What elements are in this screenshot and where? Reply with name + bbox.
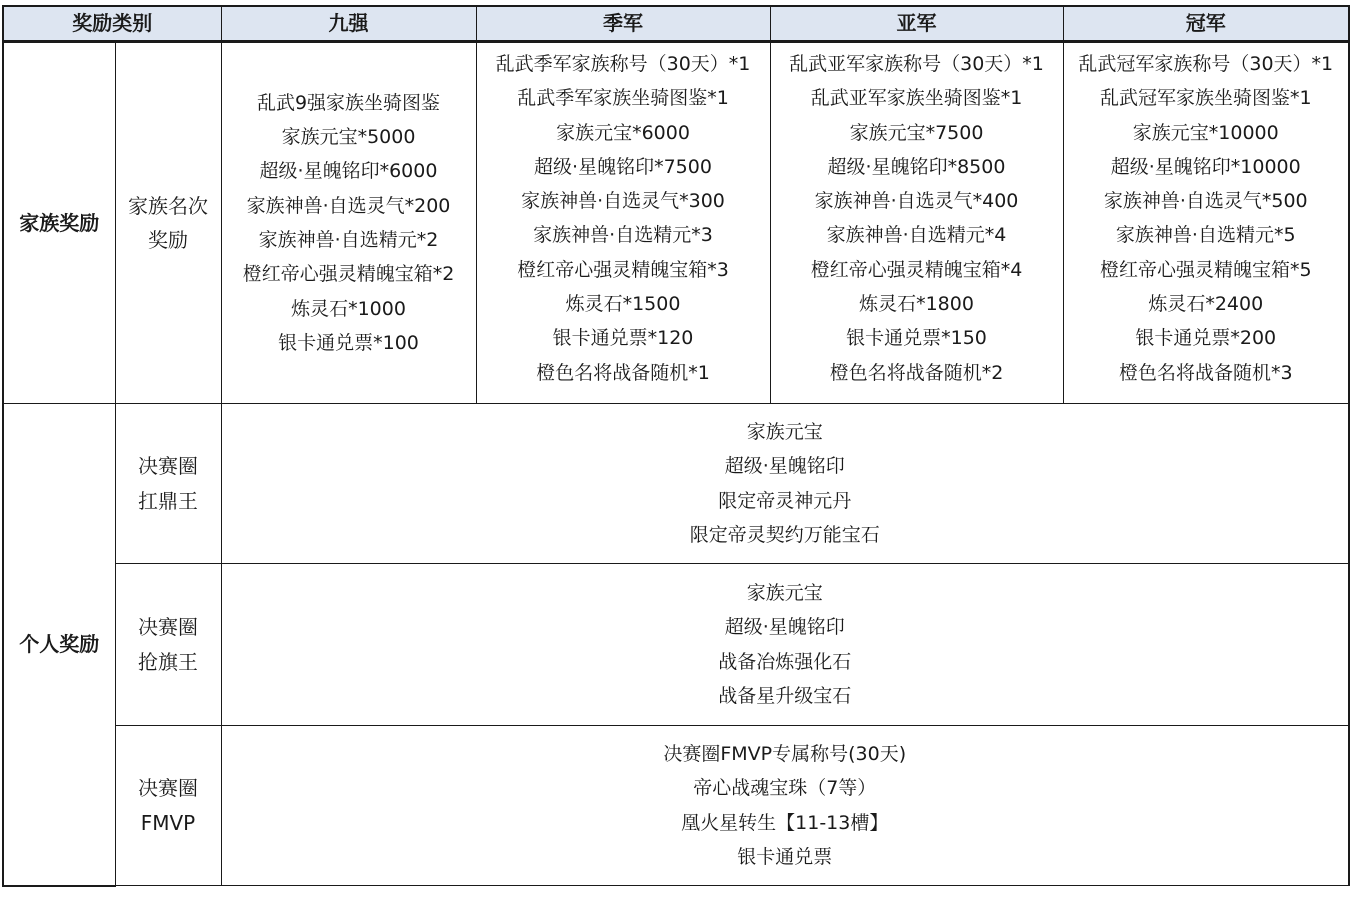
reward-item: 超级·星魄铭印*10000 — [1110, 155, 1301, 178]
reward-item: 银卡通兑票*100 — [278, 331, 419, 354]
reward-item: 银卡通兑票*200 — [1135, 327, 1277, 350]
reward-item: 战备冶炼强化石 — [718, 650, 852, 673]
personal-sub-line2: FMVP — [140, 810, 196, 835]
third-rewards-cell — [476, 42, 770, 404]
personal-sub-line1: 决赛圈 — [138, 454, 198, 479]
reward-item: 炼灵石*1000 — [291, 297, 406, 320]
reward-item: 家族元宝 — [746, 581, 823, 604]
personal-reward-row-2 — [3, 564, 1349, 726]
personal-subcategory-cell — [115, 404, 221, 564]
reward-item: 家族元宝 — [746, 420, 823, 443]
reward-item: 帝心战魂宝珠（7等） — [693, 777, 877, 800]
reward-item: 超级·星魄铭印*7500 — [534, 155, 712, 178]
family-subcategory-cell — [115, 42, 221, 404]
reward-item: 家族神兽·自选精元*2 — [258, 229, 439, 251]
personal-rewards-cell — [221, 404, 1349, 564]
reward-item: 银卡通兑票 — [737, 845, 833, 868]
reward-item: 战备星升级宝石 — [718, 684, 852, 707]
reward-item: 家族神兽·自选精元*3 — [533, 224, 713, 247]
reward-item: 银卡通兑票*120 — [552, 327, 694, 350]
rewards-table — [2, 5, 1350, 887]
header-top9: 九强 — [221, 6, 476, 42]
header-category: 奖励类别 — [3, 6, 221, 42]
reward-item: 家族神兽·自选灵气*300 — [521, 190, 725, 213]
personal-subcategory-cell — [115, 726, 221, 886]
header-row — [3, 6, 1349, 42]
reward-item: 橙色名将战备随机*1 — [536, 361, 710, 384]
personal-category-cell: 个人奖励 — [3, 404, 115, 886]
reward-item: 凰火星转生【11-13槽】 — [681, 811, 889, 834]
top9-rewards-cell — [221, 42, 476, 404]
family-reward-row — [3, 42, 1349, 404]
reward-item: 超级·星魄铭印*8500 — [827, 155, 1006, 178]
reward-item: 决赛圈FMVP专属称号(30天) — [663, 742, 907, 765]
family-category-cell: 家族奖励 — [3, 42, 115, 404]
reward-item: 橙色名将战备随机*3 — [1118, 361, 1293, 384]
reward-item: 家族神兽·自选灵气*200 — [246, 194, 451, 217]
reward-item: 乱武季军家族坐骑图鉴*1 — [517, 87, 729, 110]
reward-item: 乱武亚军家族称号（30天）*1 — [789, 53, 1044, 75]
personal-reward-row-1 — [3, 404, 1349, 564]
personal-sub-line2: 扛鼎王 — [138, 488, 198, 513]
personal-rewards-cell — [221, 726, 1349, 886]
reward-item: 家族元宝*10000 — [1132, 121, 1279, 144]
reward-item: 乱武冠军家族称号（30天）*1 — [1078, 53, 1334, 75]
family-sub-line2: 奖励 — [148, 228, 188, 252]
personal-rewards-cell — [221, 564, 1349, 726]
personal-reward-row-3 — [3, 726, 1349, 886]
reward-item: 家族元宝*6000 — [556, 121, 690, 144]
header-champion: 冠军 — [1063, 6, 1349, 42]
personal-subcategory-cell — [115, 564, 221, 726]
reward-item: 家族神兽·自选灵气*500 — [1103, 190, 1308, 213]
reward-item: 乱武冠军家族坐骑图鉴*1 — [1099, 87, 1312, 110]
champion-rewards-cell — [1063, 42, 1349, 404]
reward-item: 超级·星魄铭印 — [724, 616, 845, 639]
reward-item: 炼灵石*1500 — [565, 293, 681, 316]
personal-sub-line2: 抢旗王 — [138, 649, 198, 674]
reward-item: 橙红帝心强灵精魄宝箱*3 — [517, 258, 729, 281]
personal-sub-line1: 决赛圈 — [138, 776, 198, 801]
reward-item: 炼灵石*2400 — [1148, 293, 1264, 316]
reward-item: 限定帝灵神元丹 — [718, 489, 852, 512]
reward-item: 橙红帝心强灵精魄宝箱*2 — [242, 263, 455, 286]
reward-item: 家族神兽·自选精元*5 — [1115, 224, 1296, 247]
reward-item: 家族元宝*7500 — [849, 121, 984, 144]
reward-item: 超级·星魄铭印*6000 — [259, 160, 438, 183]
reward-item: 乱武季军家族称号（30天）*1 — [495, 53, 751, 75]
second-rewards-cell — [770, 42, 1063, 404]
reward-item: 限定帝灵契约万能宝石 — [689, 523, 880, 546]
header-second: 亚军 — [770, 6, 1063, 42]
reward-item: 超级·星魄铭印 — [724, 455, 845, 478]
reward-item: 炼灵石*1800 — [859, 293, 974, 316]
reward-item: 乱武亚军家族坐骑图鉴*1 — [810, 87, 1023, 110]
reward-item: 橙红帝心强灵精魄宝箱*4 — [810, 258, 1023, 281]
header-third: 季军 — [476, 6, 770, 42]
reward-item: 橙色名将战备随机*2 — [829, 361, 1004, 384]
reward-item: 家族神兽·自选精元*4 — [826, 224, 1007, 247]
family-sub-line1: 家族名次 — [128, 193, 208, 218]
reward-item: 家族元宝*5000 — [281, 126, 416, 149]
personal-sub-line1: 决赛圈 — [138, 615, 198, 640]
reward-item: 银卡通兑票*150 — [846, 327, 987, 350]
reward-item: 橙红帝心强灵精魄宝箱*5 — [1099, 258, 1312, 281]
reward-item: 家族神兽·自选灵气*400 — [814, 190, 1019, 213]
reward-item: 乱武9强家族坐骑图鉴 — [256, 91, 441, 114]
